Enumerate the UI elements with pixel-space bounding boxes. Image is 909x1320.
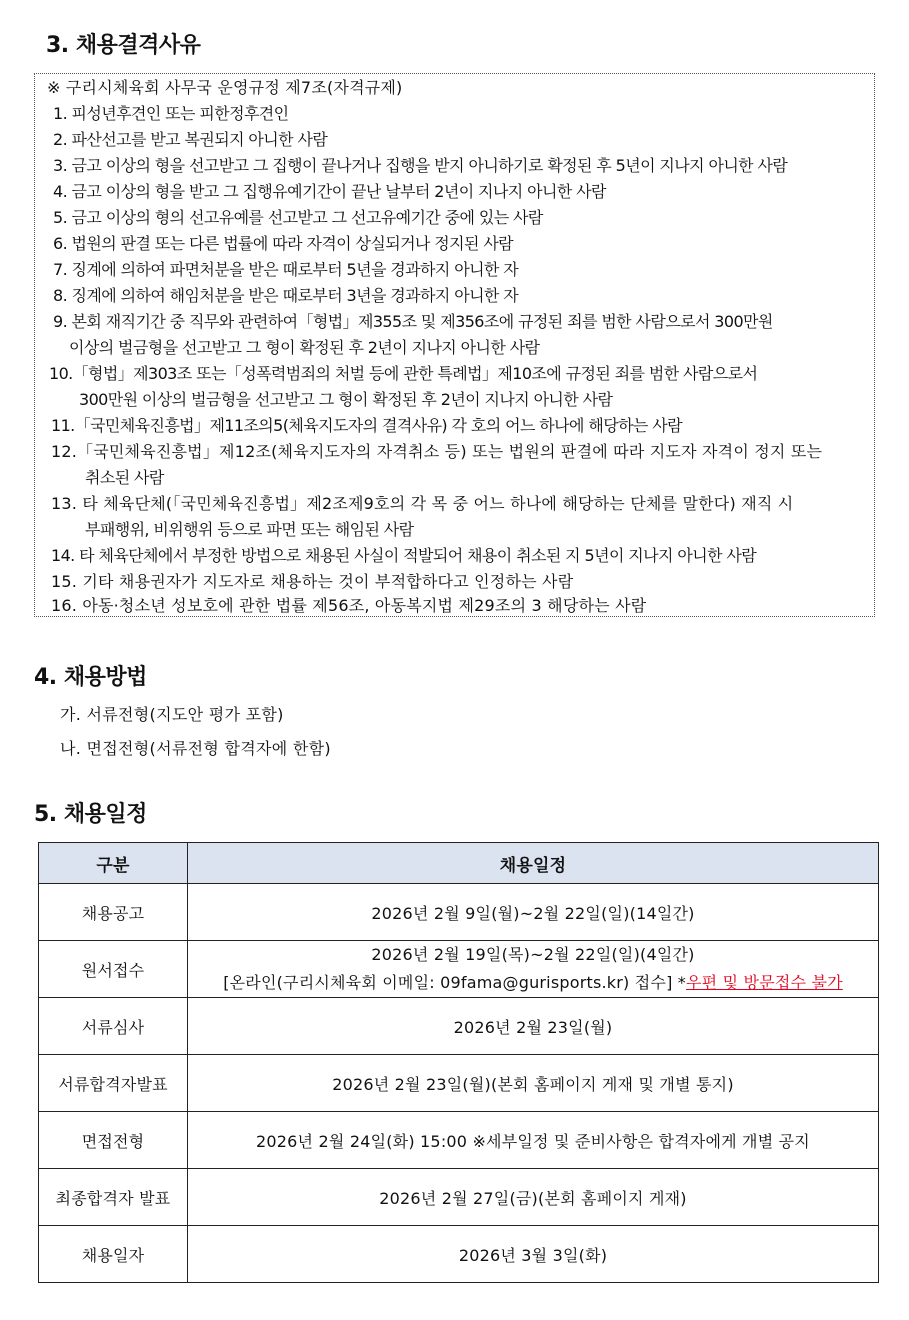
rule-item: 12.「국민체육진흥법」제12조(체육지도자의 자격취소 등) 또는 법원의 판결에 따라 지도자 자격이 정지 또는 — [51, 442, 823, 461]
rule-item: 4. 금고 이상의 형을 받고 그 집행유예기간이 끝난 날부터 2년이 지나지 아니한 사람 — [53, 182, 606, 201]
table-row — [39, 1055, 879, 1112]
header-schedule: 채용일정 — [188, 843, 879, 884]
row-label: 원서접수 — [39, 941, 188, 998]
rule-item-cont: 부패행위, 비위행위 등으로 파면 또는 해임된 사람 — [85, 520, 414, 539]
table-row — [39, 1169, 879, 1226]
table-row — [39, 998, 879, 1055]
rule-item: 3. 금고 이상의 형을 선고받고 그 집행이 끝나거나 집행을 받지 아니하기로 확정된 후 5년이 지나지 아니한 사람 — [53, 156, 788, 175]
rule-item: 15. 기타 채용권자가 지도자로 채용하는 것이 부적합하다고 인정하는 사람 — [51, 572, 574, 591]
row-label: 서류심사 — [39, 998, 188, 1055]
row-label: 면접전형 — [39, 1112, 188, 1169]
rule-item: 5. 금고 이상의 형의 선고유예를 선고받고 그 선고유예기간 중에 있는 사람 — [53, 208, 543, 227]
application-period: 2026년 2월 19일(목)~2월 22일(일)(4일간) — [371, 945, 695, 964]
section-4-title: 4. 채용방법 — [34, 665, 147, 690]
row-value: 2026년 2월 9일(월)~2월 22일(일)(14일간) — [188, 884, 879, 941]
rule-item: 2. 파산선고를 받고 복권되지 아니한 사람 — [53, 130, 328, 149]
row-label: 서류합격자발표 — [39, 1055, 188, 1112]
table-row — [39, 1226, 879, 1283]
rule-item: 1. 피성년후견인 또는 피한정후견인 — [53, 104, 289, 123]
rule-item: 8. 징계에 의하여 해임처분을 받은 때로부터 3년을 경과하지 아니한 자 — [53, 286, 519, 305]
rule-note: ※ 구리시체육회 사무국 운영규정 제7조(자격규제) — [47, 78, 403, 97]
section-5-title: 5. 채용일정 — [34, 802, 147, 827]
application-method — [188, 969, 878, 997]
rule-item-cont: 300만원 이상의 벌금형을 선고받고 그 형이 확정된 후 2년이 지나지 아니한 사람 — [79, 390, 613, 409]
rule-item: 13. 타 체육단체(「국민체육진흥법」제2조제9호의 각 목 중 어느 하나에 해당하는 단체를 말한다) 재직 시 — [51, 494, 794, 513]
section-3-title: 3. 채용결격사유 — [46, 33, 201, 58]
row-value — [188, 941, 879, 998]
row-label: 채용일자 — [39, 1226, 188, 1283]
row-value: 2026년 3월 3일(화) — [188, 1226, 879, 1283]
header-category: 구분 — [39, 843, 188, 884]
row-label: 채용공고 — [39, 884, 188, 941]
row-value: 2026년 2월 23일(월)(본회 홈페이지 게재 및 개별 통지) — [188, 1055, 879, 1112]
rule-item: 7. 징계에 의하여 파면처분을 받은 때로부터 5년을 경과하지 아니한 자 — [53, 260, 519, 279]
rule-item-cont: 취소된 사람 — [85, 468, 164, 487]
table-header-row — [39, 843, 879, 884]
rule-item: 10.「형법」제303조 또는「성폭력범죄의 처벌 등에 관한 특례법」제10조에 규정된 죄를 범한 사람으로서 — [49, 364, 758, 383]
rule-item-cont: 이상의 벌금형을 선고받고 그 형이 확정된 후 2년이 지나지 아니한 사람 — [69, 338, 540, 357]
row-value: 2026년 2월 23일(월) — [188, 998, 879, 1055]
table-row — [39, 884, 879, 941]
schedule-table — [38, 842, 879, 1283]
method-item: 나. 면접전형(서류전형 합격자에 한함) — [60, 739, 331, 758]
table-row — [39, 1112, 879, 1169]
method-item: 가. 서류전형(지도안 평가 포함) — [60, 705, 284, 724]
online-submission-text: [온라인(구리시체육회 이메일: 09fama@gurisports.kr) 접수] — [223, 973, 673, 992]
no-mail-warning: 우편 및 방문접수 불가 — [686, 973, 843, 992]
rule-item: 11.「국민체육진흥법」제11조의5(체육지도자의 결격사유) 각 호의 어느 하나에 해당하는 사람 — [51, 416, 682, 435]
note-star: * — [672, 973, 687, 992]
rule-item: 16. 아동·청소년 성보호에 관한 법률 제56조, 아동복지법 제29조의 3 해당하는 사람 — [51, 596, 647, 615]
disqualification-box — [34, 73, 875, 617]
rule-item: 6. 법원의 판결 또는 다른 법률에 따라 자격이 상실되거나 정지된 사람 — [53, 234, 514, 253]
row-value: 2026년 2월 24일(화) 15:00 ※세부일정 및 준비사항은 합격자에게 개별 공지 — [188, 1112, 879, 1169]
row-value: 2026년 2월 27일(금)(본회 홈페이지 게재) — [188, 1169, 879, 1226]
row-label: 최종합격자 발표 — [39, 1169, 188, 1226]
rule-item: 9. 본회 재직기간 중 직무와 관련하여「형법」제355조 및 제356조에 규정된 죄를 범한 사람으로서 300만원 — [53, 312, 773, 331]
rule-item: 14. 타 체육단체에서 부정한 방법으로 채용된 사실이 적발되어 채용이 취소된 지 5년이 지나지 아니한 사람 — [51, 546, 757, 565]
table-row — [39, 941, 879, 998]
